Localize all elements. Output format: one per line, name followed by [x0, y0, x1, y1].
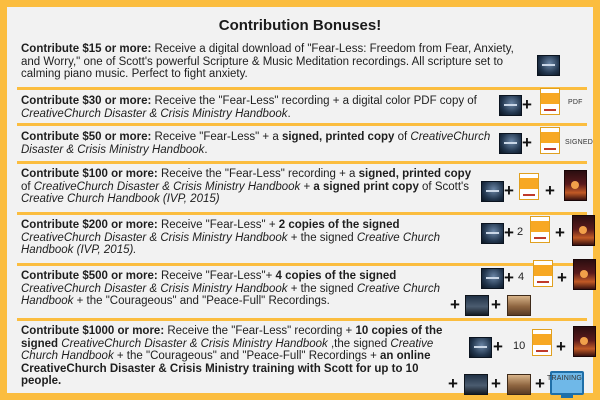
peace-full-cover-icon	[507, 295, 531, 316]
tier-divider	[17, 263, 587, 266]
disaster-handbook-cover-icon	[532, 329, 552, 356]
disaster-handbook-cover-icon	[530, 216, 550, 243]
tier-15-text: Receive a digital download of "Fear-Less: Freedom from Fear, Anxiety, and Worry," one of Scott's powerful Scripture & Music Meditation recordings. All scripture set to calming piano music. Perfect to fight anxiety.	[21, 43, 514, 80]
plus-sign: +	[522, 133, 532, 152]
tier-200: Contribute $200 or more: Receive "Fear-Less" + 2 copies of the signed CreativeChurch Disaster & Crisis Ministry Handbook + the signed Creative Church Handbook (IVP, 2015).	[21, 219, 440, 256]
courageous-cover-icon	[464, 374, 488, 395]
fear-less-cover-icon	[481, 181, 504, 202]
online-training-offer: an online CreativeChurch Disaster & Crisis Ministry training with Scott for up to 10 people.	[21, 350, 431, 387]
tier-500: Contribute $500 or more: Receive "Fear-Less"+ 4 copies of the signed CreativeChurch Disaster & Crisis Ministry Handbook + the signed Creative Church Handbook + the "Courageous" and "Peace-Full" Recordings.	[21, 270, 440, 307]
plus-sign: +	[522, 95, 532, 114]
tier-divider	[17, 212, 587, 215]
tier-15-amount: Contribute $15 or more:	[21, 43, 152, 55]
disaster-handbook-title: CreativeChurch Disaster & Crisis Ministry Handbook	[21, 282, 288, 295]
fear-less-cover-icon	[481, 223, 504, 244]
creative-church-handbook-title: Creative Church Handbook	[21, 337, 434, 362]
disaster-handbook-title: CreativeChurch Disaster & Crisis Ministry Handbook	[61, 337, 328, 350]
plus-sign: +	[504, 181, 514, 200]
tier-50: Contribute $50 or more: Receive "Fear-Less" + a signed, printed copy of CreativeChurch Disaster & Crisis Ministry Handbook.	[21, 131, 491, 156]
creative-church-handbook-cover-icon	[564, 170, 587, 201]
plus-sign: +	[491, 374, 501, 393]
disaster-handbook-title: CreativeChurch Disaster & Crisis Ministry Handbook	[21, 231, 288, 244]
fear-less-cover-icon	[499, 95, 522, 116]
copy-count: 10	[513, 340, 526, 352]
disaster-handbook-cover-icon	[540, 127, 560, 154]
tier-divider	[17, 123, 587, 126]
courageous-cover-icon	[465, 295, 489, 316]
tier-30: Contribute $30 or more: Receive the "Fear-Less" recording + a digital color PDF copy of CreativeChurch Disaster & Crisis Ministry Handbook.	[21, 95, 477, 120]
copy-count: 2	[517, 226, 524, 238]
fear-less-cover-icon	[481, 268, 504, 289]
tier-15	[21, 43, 519, 81]
tier-divider	[17, 87, 587, 90]
fear-less-cover-icon	[537, 55, 560, 76]
tier-50-amount: Contribute $50 or more:	[21, 131, 152, 143]
fear-less-cover-icon	[469, 337, 492, 358]
disaster-handbook-cover-icon	[533, 260, 553, 287]
plus-sign: +	[504, 223, 514, 242]
plus-sign: +	[491, 295, 501, 314]
tier-100-amount: Contribute $100 or more:	[21, 168, 158, 180]
plus-sign: +	[535, 374, 545, 393]
plus-sign: +	[556, 337, 566, 356]
copy-count: 4	[518, 271, 525, 283]
tier-100: Contribute $100 or more: Receive the "Fear-Less" recording + a signed, printed copy of CreativeChurch Disaster & Crisis Ministry Handbook + a signed print copy of Scott's Creative Church Handbook (IVP, 2015)	[21, 168, 472, 205]
fear-less-cover-icon	[499, 133, 522, 154]
page-title: Contribution Bonuses!	[218, 17, 382, 34]
tier-1000: Contribute $1000 or more: Receive the "Fear-Less" recording + 10 copies of the signed CreativeChurch Disaster & Crisis Ministry Handbook ,the signed Creative Church Handbook + the "Courageous" and "Peace-Full" Recordings + an online CreativeChurch Disaster & Crisis Ministry training with Scott for up to 10 people.	[21, 325, 443, 387]
creative-church-handbook-title: Creative Church Handbook	[21, 282, 440, 307]
creative-church-handbook-cover-icon	[573, 326, 596, 357]
signed-label: SIGNED	[565, 139, 594, 146]
plus-sign: +	[493, 337, 503, 356]
plus-sign: +	[555, 223, 565, 242]
tier-1000-amount: Contribute $1000 or more:	[21, 325, 165, 337]
creative-church-handbook-cover-icon	[572, 215, 595, 246]
plus-sign: +	[504, 268, 514, 287]
disaster-handbook-cover-icon	[519, 173, 539, 200]
training-label: TRAINING	[547, 375, 583, 382]
pdf-label: PDF	[568, 99, 583, 106]
creative-church-handbook-title: Creative Church Handbook (IVP, 2015).	[21, 231, 440, 256]
plus-sign: +	[450, 295, 460, 314]
tier-200-amount: Contribute $200 or more:	[21, 219, 158, 231]
creative-church-handbook-title: Creative Church Handbook (IVP, 2015)	[21, 193, 220, 205]
plus-sign: +	[545, 181, 555, 200]
plus-sign: +	[448, 374, 458, 393]
tier-500-amount: Contribute $500 or more:	[21, 270, 158, 282]
plus-sign: +	[557, 268, 567, 287]
tier-30-amount: Contribute $30 or more:	[21, 95, 152, 107]
tier-divider	[17, 318, 587, 321]
disaster-handbook-title: CreativeChurch Disaster & Crisis Ministry Handbook	[33, 180, 301, 193]
disaster-handbook-title: CreativeChurch Disaster & Crisis Ministry Handbook	[21, 107, 288, 120]
tier-divider	[17, 161, 587, 164]
creative-church-handbook-cover-icon	[573, 259, 596, 290]
disaster-handbook-title: CreativeChurch Disaster & Crisis Ministry Handbook	[21, 131, 491, 156]
peace-full-cover-icon	[507, 374, 531, 395]
disaster-handbook-cover-icon	[540, 88, 560, 115]
